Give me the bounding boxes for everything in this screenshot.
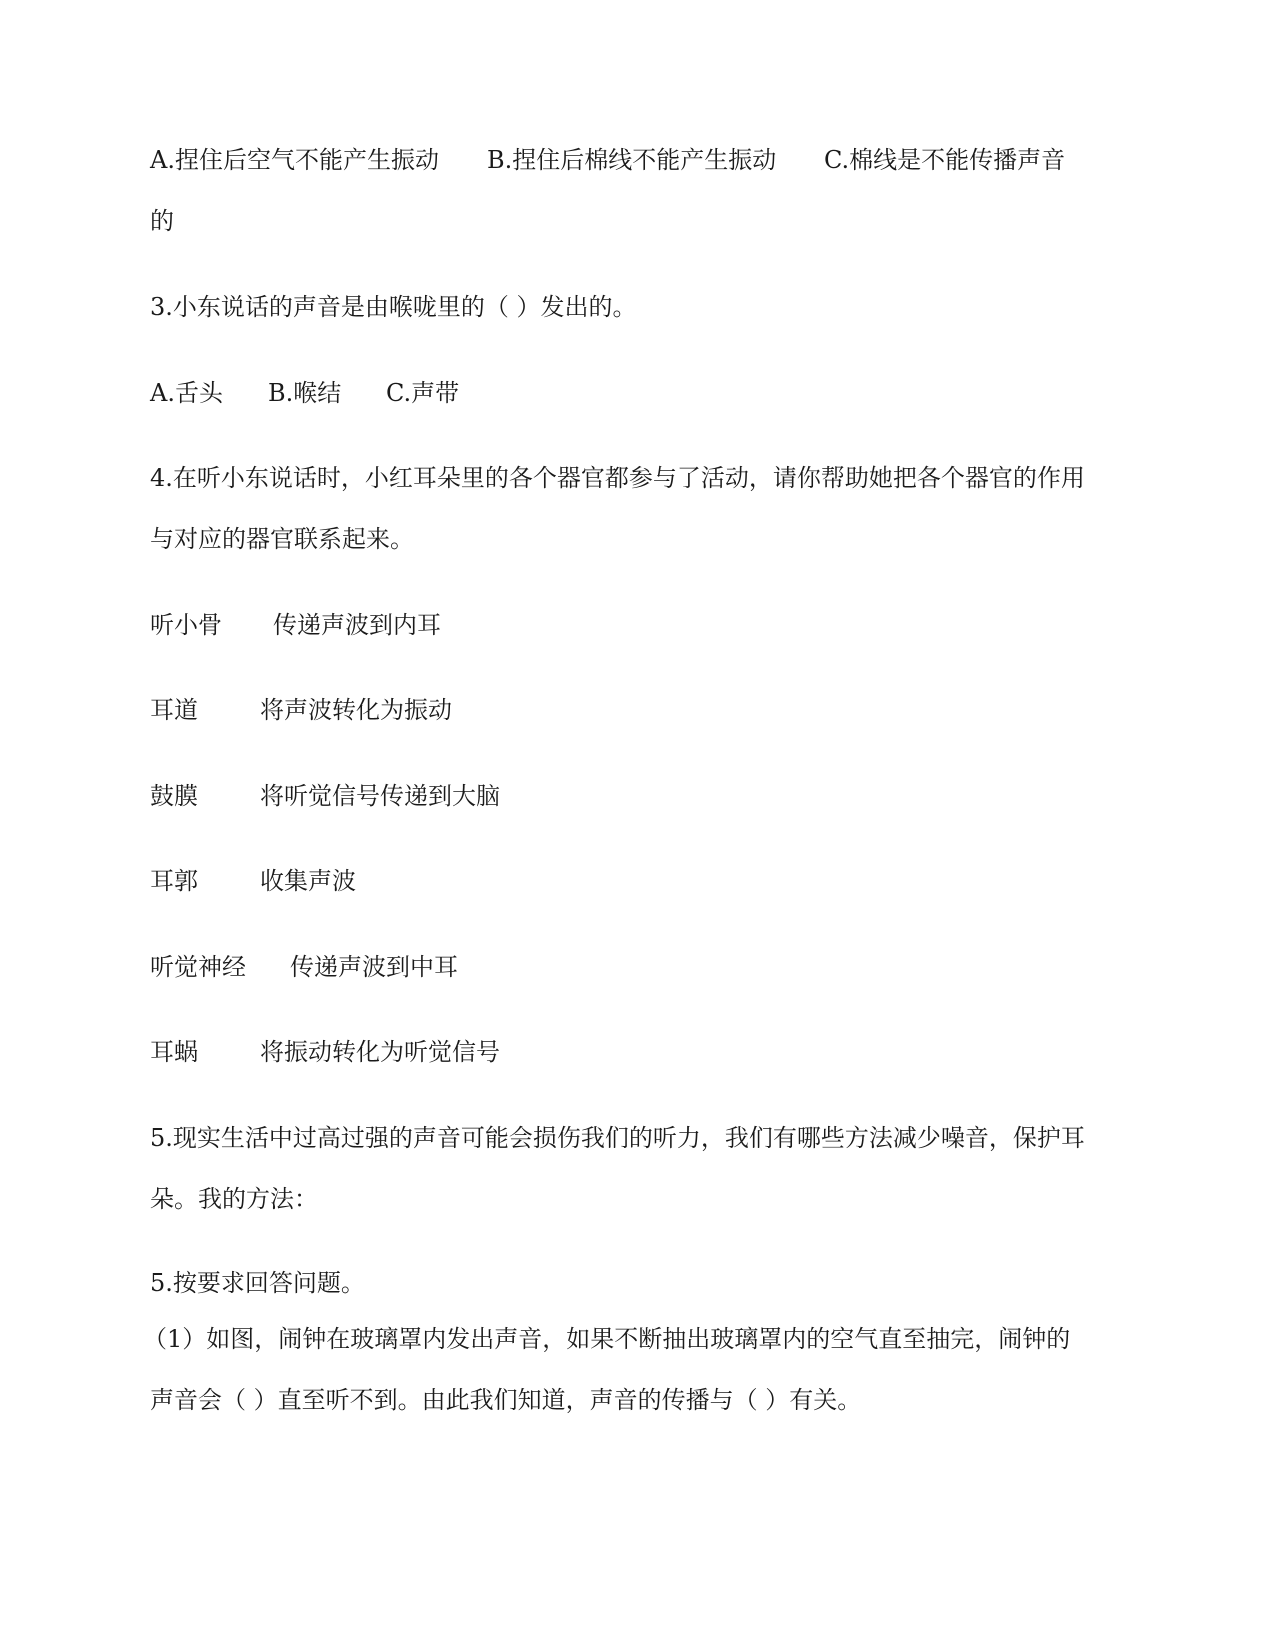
q4-pair-row [150,610,441,640]
q3-stem: 3.小东说话的声音是由喉咙里的（ ）发出的。 [150,293,637,321]
organ-label: 听小骨 [150,611,222,639]
q4-stem-line1: 4.在听小东说话时，小红耳朵里的各个器官都参与了活动，请你帮助她把各个器官的作用 [150,464,1085,492]
q2-option-c: C.棉线是不能传播声音 [824,146,1066,174]
organ-label: 耳郭 [150,867,198,895]
q4-pair-row [150,695,452,725]
q4-pair-row [150,866,356,896]
function-label: 传递声波到内耳 [273,611,441,639]
q2-option-c-continuation: 的 [150,207,174,235]
q5b-sub1-line2: 声音会（ ）直至听不到。由此我们知道，声音的传播与（ ）有关。 [150,1386,862,1414]
q5b-sub1-line1: （1）如图，闹钟在玻璃罩内发出声音，如果不断抽出玻璃罩内的空气直至抽完，闹钟的 [143,1325,1071,1353]
q3-option-c: C.声带 [386,379,460,407]
q4-pair-row [150,1037,500,1067]
function-label: 将听觉信号传递到大脑 [260,782,500,810]
function-label: 传递声波到中耳 [290,953,458,981]
q4-stem-line2: 与对应的器官联系起来。 [150,525,414,553]
organ-label: 耳蜗 [150,1038,198,1066]
q2-option-a: A.捏住后空气不能产生振动 [150,146,439,174]
q3-options-row [150,378,459,408]
q5a-line2: 朵。我的方法： [150,1185,318,1213]
q4-pair-row [150,952,458,982]
function-label: 将振动转化为听觉信号 [260,1038,500,1066]
organ-label: 听觉神经 [150,953,246,981]
organ-label: 耳道 [150,696,198,724]
q3-option-a: A.舌头 [150,379,223,407]
q3-option-b: B.喉结 [268,379,342,407]
organ-label: 鼓膜 [150,782,198,810]
q5b-title: 5.按要求回答问题。 [150,1269,365,1297]
function-label: 收集声波 [260,867,356,895]
function-label: 将声波转化为振动 [260,696,452,724]
q2-options-row [150,145,1065,175]
q4-pair-row [150,781,500,811]
q2-option-b: B.捏住后棉线不能产生振动 [487,146,777,174]
q5a-line1: 5.现实生活中过高过强的声音可能会损伤我们的听力，我们有哪些方法减少噪音，保护耳 [150,1124,1085,1152]
